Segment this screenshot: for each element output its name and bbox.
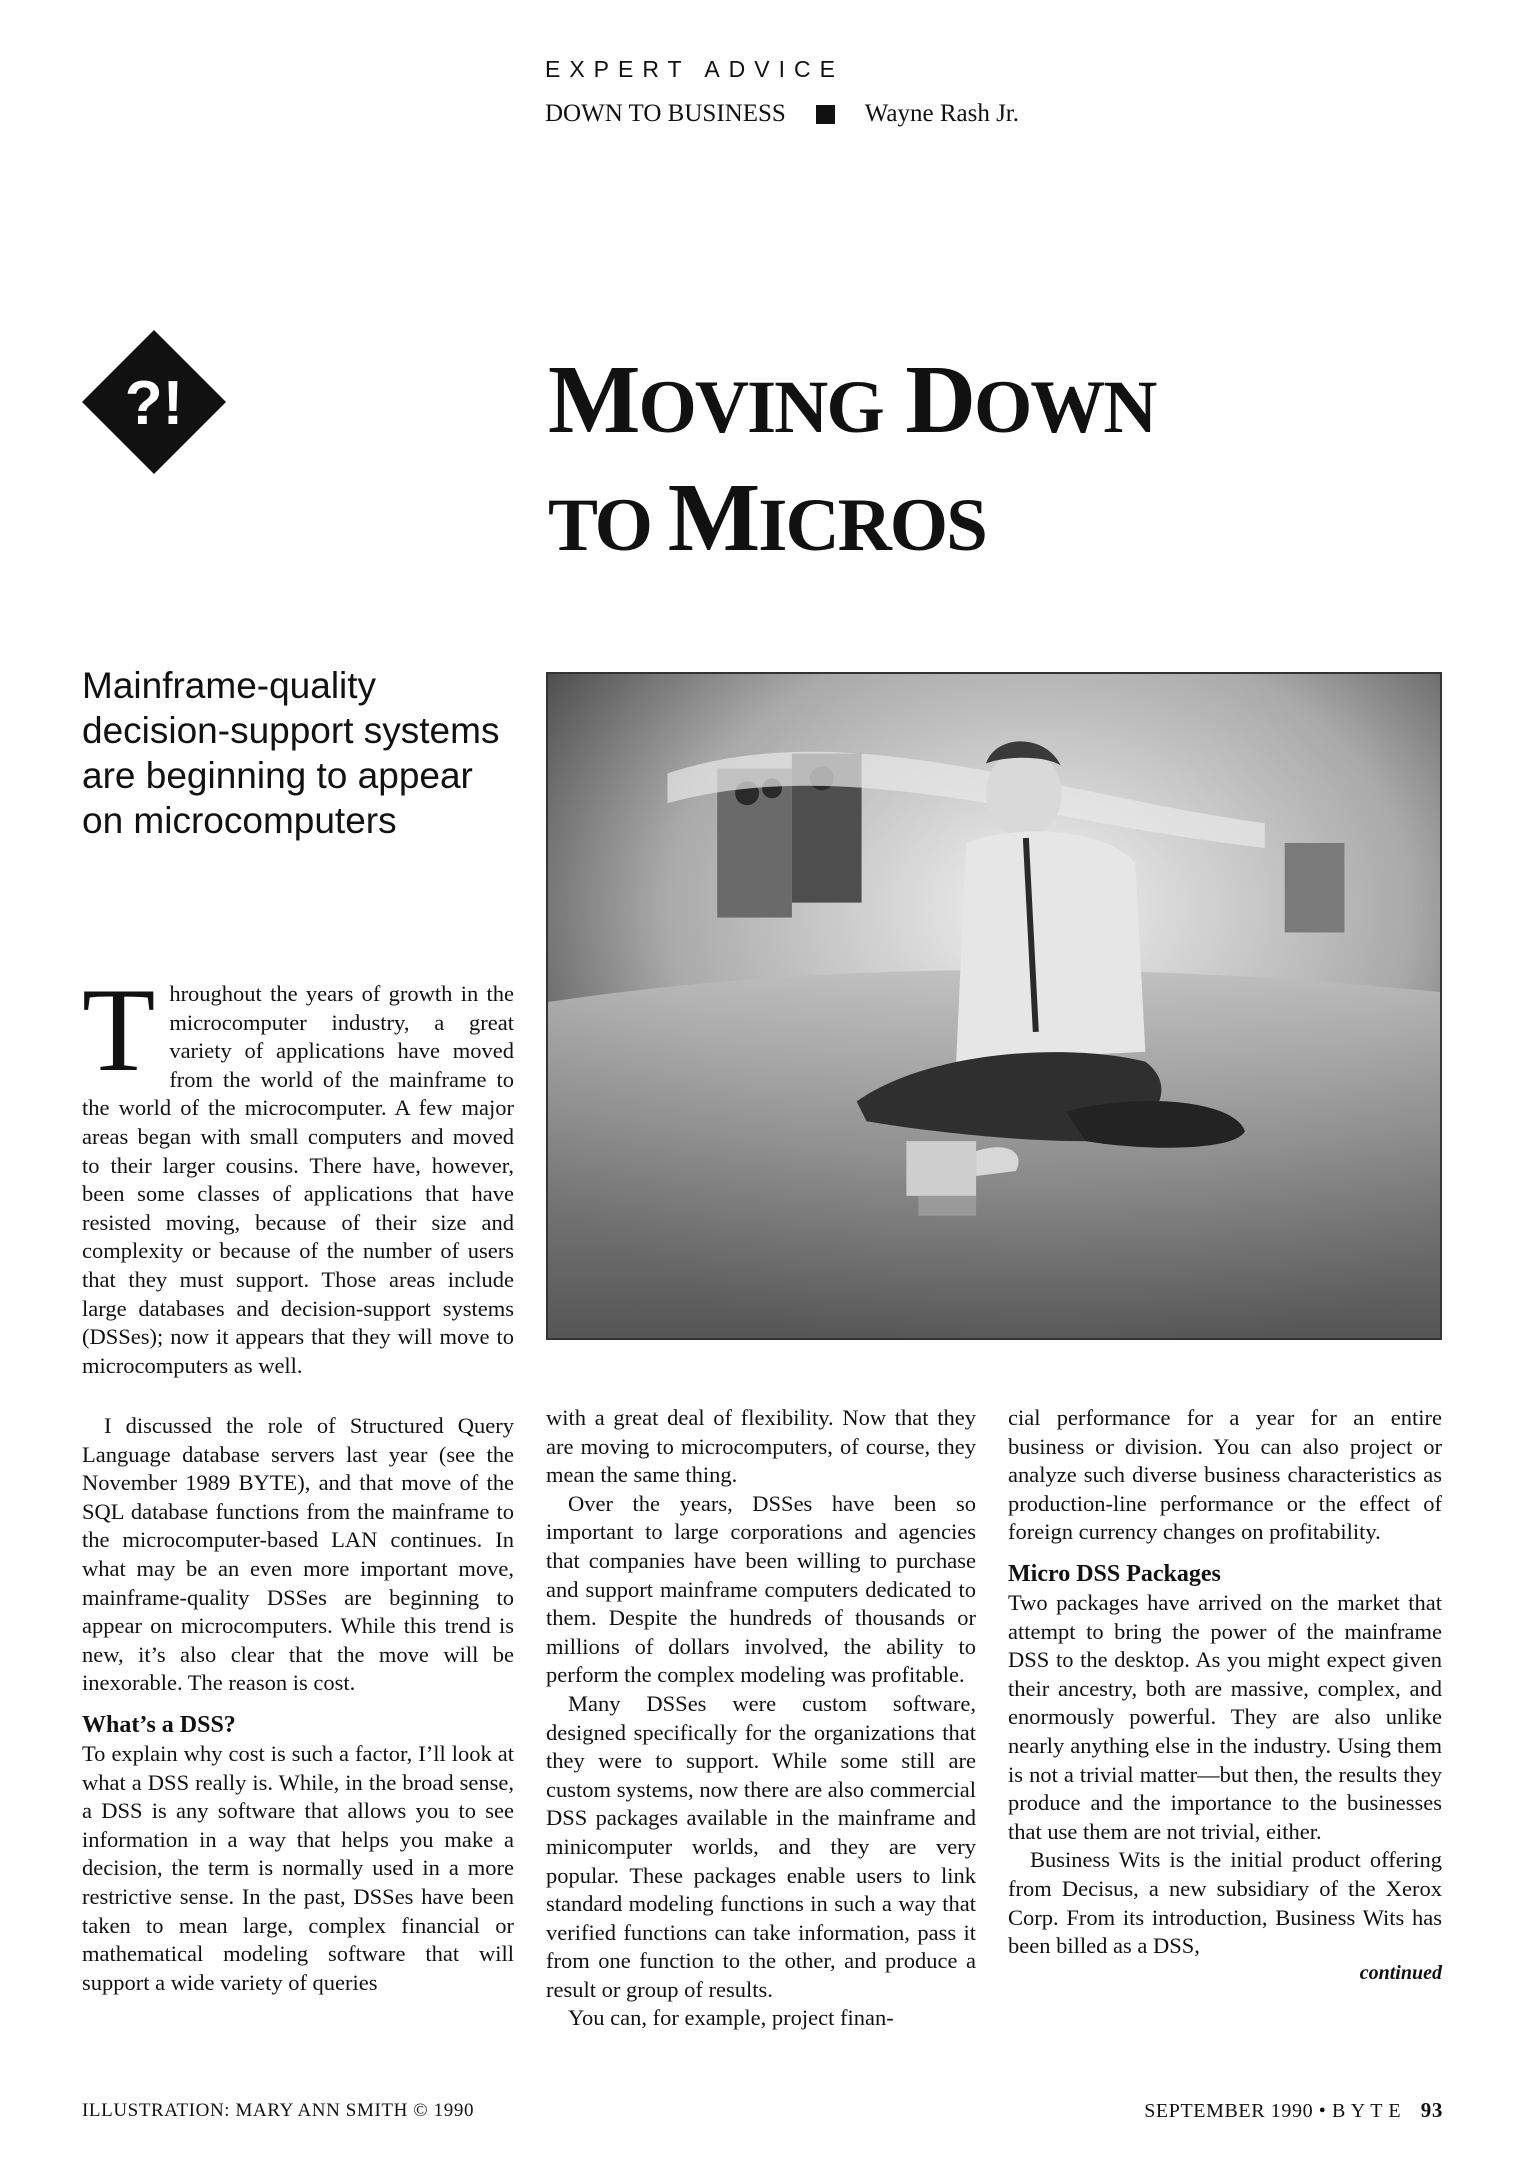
section-kicker: EXPERT ADVICE (545, 56, 844, 82)
paragraph-4: with a great deal of flexibility. Now that they are moving to microcomputers, of course, they mean the same thing. (546, 1405, 976, 1488)
author-name: Wayne Rash Jr. (864, 100, 1019, 127)
paragraph-8: cial performance for a year for an entire business or division. You can also project or analyze such diverse business characteristics as production-line performance or the effect of foreign currency changes on profitability. (1008, 1405, 1442, 1545)
square-bullet-icon (816, 105, 835, 124)
man-with-computer-illustration-icon (546, 672, 1442, 1340)
paragraph-2: I discussed the role of Structured Query Language database servers last year (see the November 1989 BYTE), and that move of the SQL database functions from the mainframe to the microcomputer-based LAN continues. In what may be an even more important move, mainframe-quality DSSes are beginning to appear on microcomputers. While this trend is new, it’s also clear that the move will be inexorable. The reason is cost. (82, 1413, 514, 1696)
paragraph-10: Business Wits is the initial product offering from Decisus, a new subsidiary of the Xerox Corp. From its introduction, Business Wits has been billed as a DSS, (1008, 1847, 1442, 1959)
subhead-micro-dss-packages: Micro DSS Packages (1008, 1560, 1221, 1587)
byline (545, 100, 1019, 128)
body-column-1-top (82, 963, 514, 1380)
diamond-question-exclamation-icon (80, 328, 228, 476)
paragraph-7: You can, for example, project finan- (568, 2005, 894, 2031)
article-title: MOVING DOWN TO MICROS (548, 346, 1156, 572)
paragraph-3: To explain why cost is such a factor, I’ll look at what a DSS really is. While, in the broad sense, a DSS is any software that allows you to see information in a way that helps you make a decision, the term is normally used in a more restrictive sense. In the past, DSSes have been taken to mean large, complex financial or mathematical modeling software that will support a wide variety of queries (82, 1740, 514, 1995)
paragraph-1: hroughout the years of growth in the microcomputer industry, a great variety of applications have moved from the world of the mainframe to the world of the microcomputer. A few major areas began with small computers and moved to their larger cousins. There have, however, been some classes of applications that have resisted moving, because of their size and complexity or because of the number of users that they must support. Those areas include large databases and decision-support systems (DSSes); now it appears that they will move to microcomputers as well. (82, 981, 514, 1378)
subhead-whats-a-dss: What’s a DSS? (82, 1711, 236, 1738)
body-column-1-bottom (82, 1412, 514, 1997)
logo-text: ?! (124, 369, 184, 438)
page-number: 93 (1420, 2098, 1443, 2122)
body-column-2 (546, 1404, 976, 2033)
issue-label: SEPTEMBER 1990 • B Y T E (1144, 2100, 1402, 2122)
paragraph-5: Over the years, DSSes have been so important to large corporations and agencies that companies have been willing to purchase and support mainframe computers dedicated to them. Despite the hundreds of thousands or millions of dollars involved, the ability to perform the complex modeling was profitable. (546, 1490, 976, 1688)
column-name: DOWN TO BUSINESS (545, 100, 786, 127)
body-column-3 (1008, 1404, 1442, 1985)
drop-cap: T (82, 963, 156, 1096)
paragraph-6: Many DSSes were custom software, designed specifically for the organizations that they were to support. While some still are custom systems, now there are also commercial DSS packages available in the mainframe and minicomputer worlds, and they are very popular. These packages enable users to link standard modeling functions in such a way that verified functions can take information, pass it from one function to the other, and produce a result or group of results. (546, 1690, 976, 2002)
continued-label: continued (1359, 1961, 1442, 1984)
folio (1144, 2098, 1443, 2123)
article-deck: Mainframe-quality decision-support systems are beginning to appear on microcomputers (82, 665, 500, 841)
illustration-credit: ILLUSTRATION: MARY ANN SMITH © 1990 (82, 2100, 475, 2121)
paragraph-9: Two packages have arrived on the market that attempt to bring the power of the mainframe DSS to the desktop. As you might expect given their ancestry, both are massive, complex, and enormously powerful. They are also unlike nearly anything else in the industry. Using them is not a trivial matter—but then, the results they produce and the importance to the businesses that use them are not trivial, either. (1008, 1589, 1442, 1844)
